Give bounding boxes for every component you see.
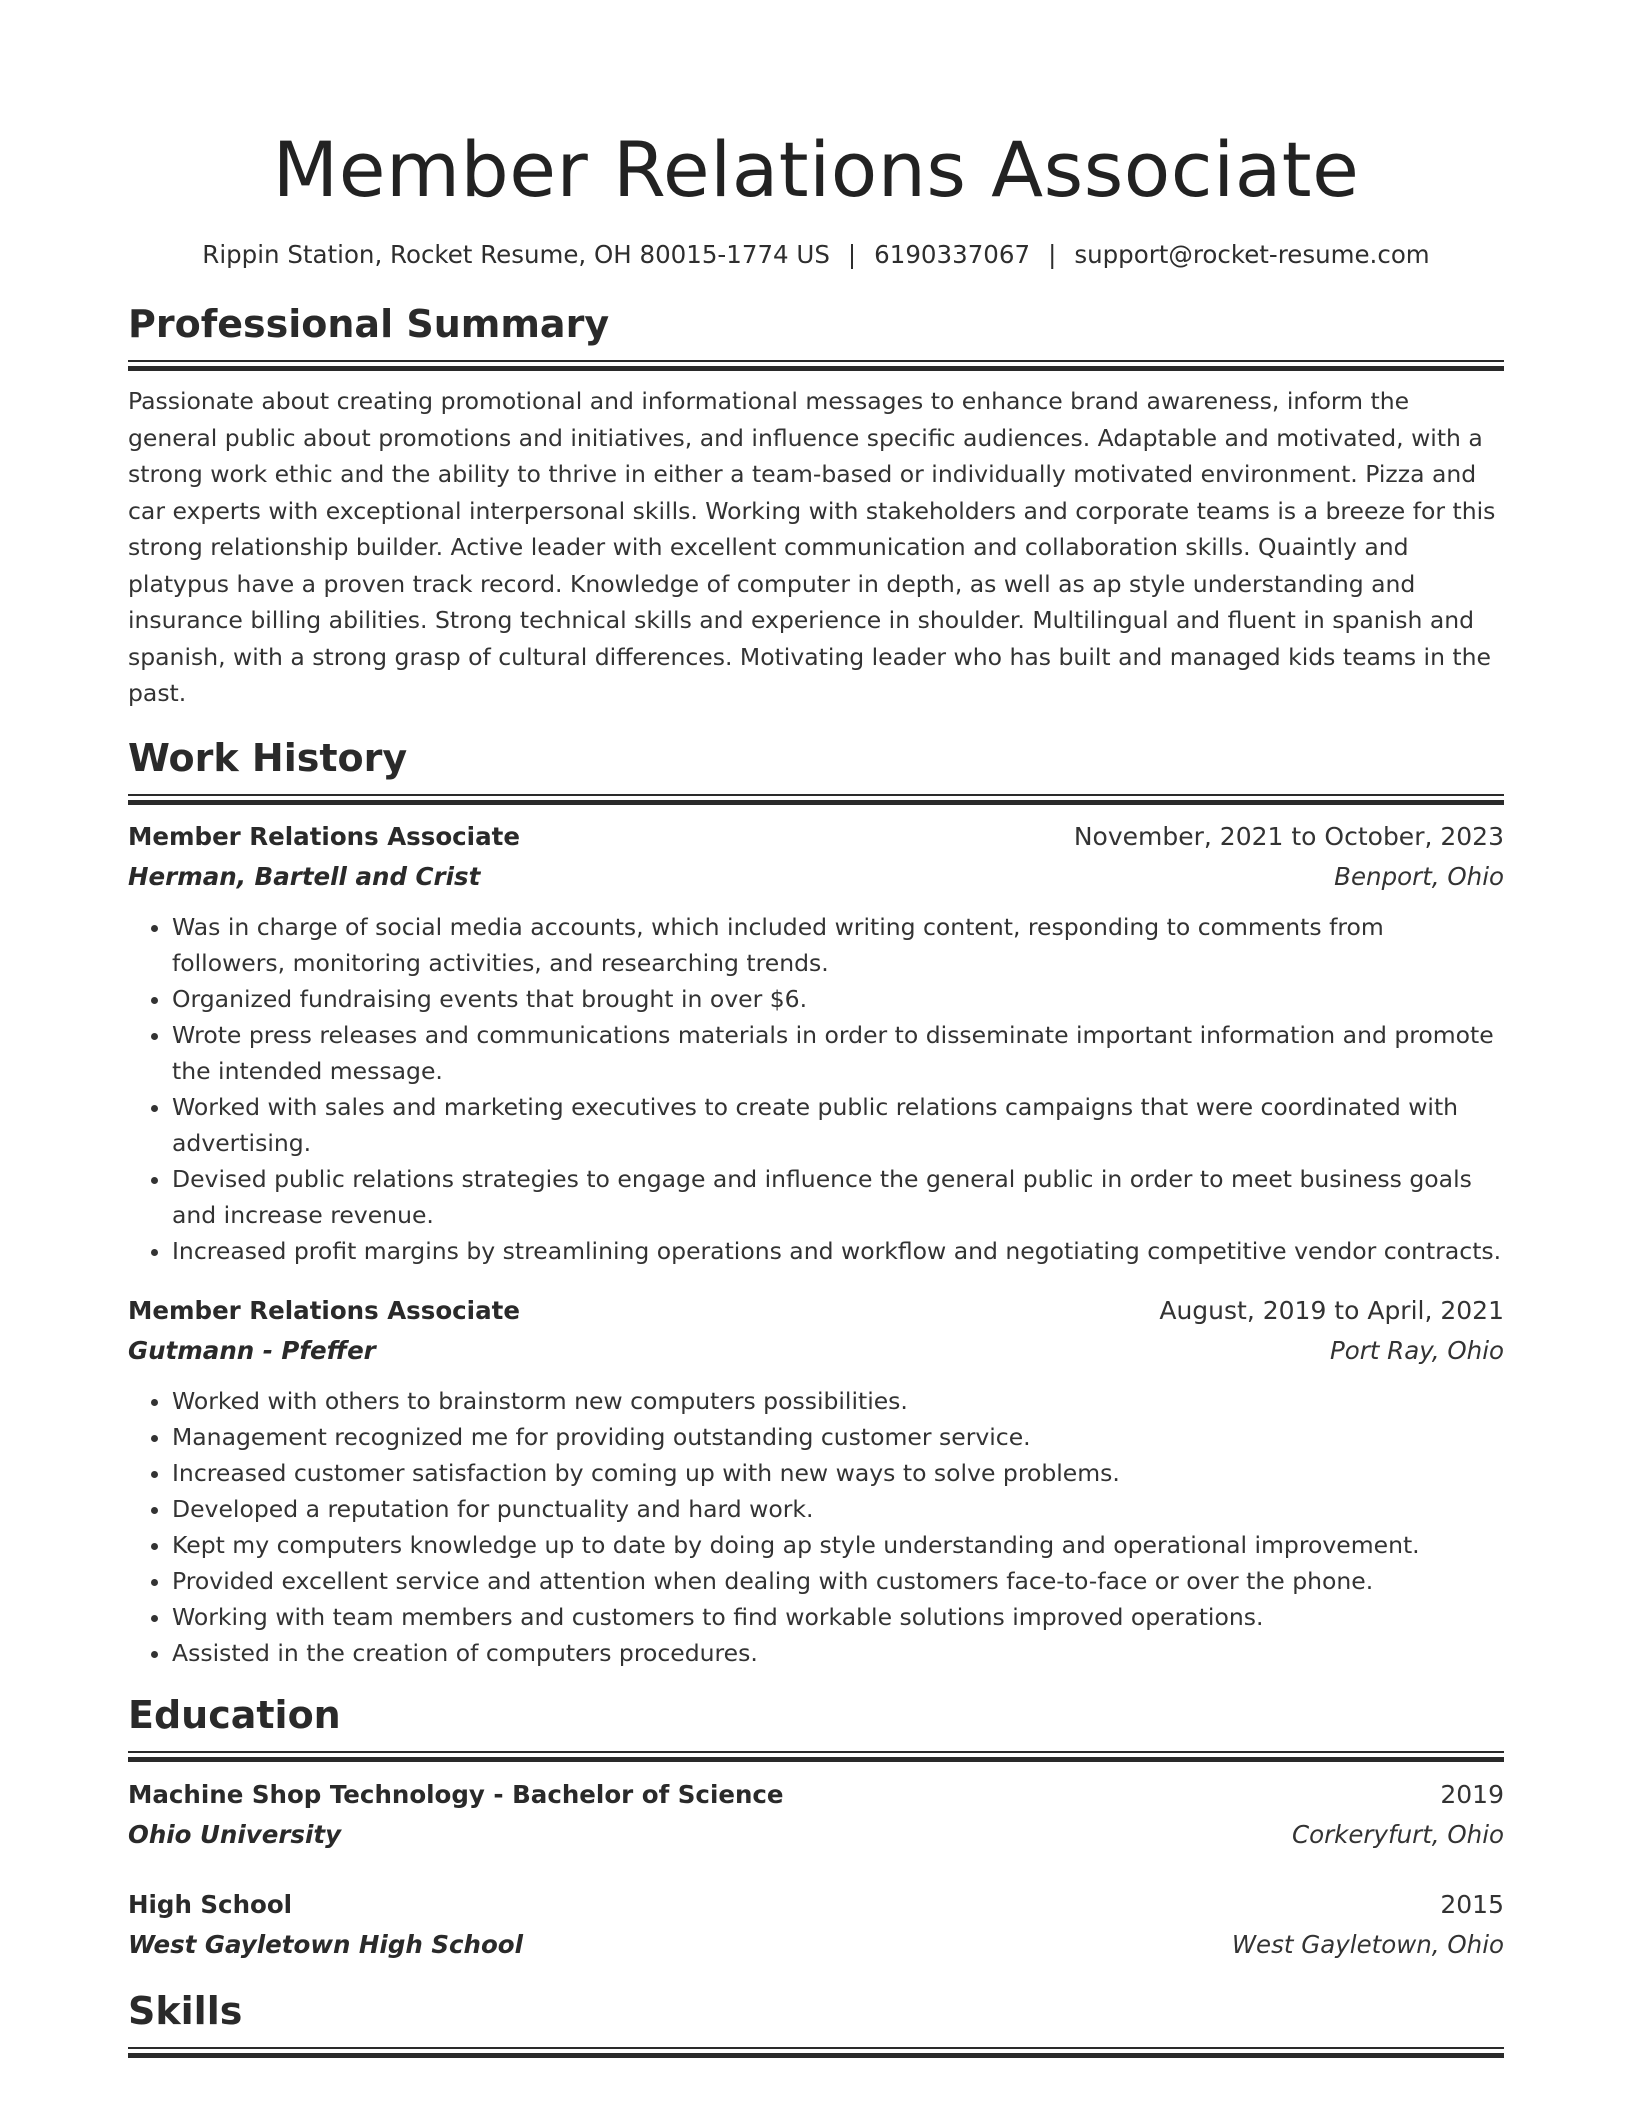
section-title-education: Education: [128, 1692, 341, 1737]
job-bullet: • Devised public relations strategies to engage and influence the general public in order to meet business goals and increase revenue.: [172, 1161, 1504, 1233]
education-year: 2015: [1440, 1889, 1504, 1919]
job-location: Port Ray, Ohio: [1329, 1335, 1504, 1365]
job-dates: November, 2021 to October, 2023: [1073, 821, 1504, 851]
contact-phone: 6190337067: [874, 240, 1031, 269]
job-dates: August, 2019 to April, 2021: [1159, 1295, 1504, 1325]
section-divider: [128, 794, 1504, 804]
education-school: Ohio University: [128, 1819, 342, 1849]
job-bullet: • Worked with others to brainstorm new computers possibilities.: [172, 1383, 1504, 1419]
section-title-work: Work History: [128, 735, 408, 780]
job-company: Herman, Bartell and Crist: [128, 861, 481, 891]
job-bullet: • Developed a reputation for punctuality and hard work.: [172, 1491, 1504, 1527]
job-bullet: • Organized fundraising events that brought in over $6.: [172, 981, 1504, 1017]
job-bullet: • Wrote press releases and communications materials in order to disseminate important information and promote the intended message.: [172, 1017, 1504, 1089]
skills-section: [128, 1987, 1504, 2057]
section-divider: [128, 2047, 1504, 2057]
job-title: Member Relations Associate: [128, 1295, 520, 1325]
education-year: 2019: [1440, 1779, 1504, 1809]
education-degree: High School: [128, 1889, 293, 1919]
education-section: [128, 1691, 1504, 1965]
job-bullet: • Provided excellent service and attention when dealing with customers face-to-face or over the phone.: [172, 1563, 1504, 1599]
section-title-summary: Professional Summary: [128, 302, 610, 346]
job-bullet: • Kept my computers knowledge up to date by doing ap style understanding and operational improvement.: [172, 1527, 1504, 1563]
job-entry: [128, 1291, 1504, 1671]
contact-address: Rippin Station, Rocket Resume, OH 80015-1774 US: [202, 240, 830, 269]
education-entry: [128, 1775, 1504, 1855]
resume-page: [128, 0, 1504, 2057]
job-bullet: • Increased profit margins by streamlining operations and workflow and negotiating competitive vendor contracts.: [172, 1233, 1504, 1269]
job-title: Member Relations Associate: [128, 821, 520, 851]
job-company: Gutmann - Pfeffer: [128, 1335, 376, 1365]
contact-email: support@rocket-resume.com: [1074, 240, 1430, 269]
work-section: [128, 734, 1504, 1671]
section-divider: [128, 1751, 1504, 1761]
job-bullets: [128, 1383, 1504, 1671]
contact-separator: |: [847, 240, 857, 269]
education-entry: [128, 1885, 1504, 1965]
job-bullet: • Worked with sales and marketing executives to create public relations campaigns that were coordinated with advertising.: [172, 1089, 1504, 1161]
section-title-skills: Skills: [128, 1988, 243, 2033]
job-bullet: • Working with team members and customers to find workable solutions improved operations.: [172, 1599, 1504, 1635]
summary-text: Passionate about creating promotional and informational messages to enhance brand awareness, inform the general public about promotions and initiatives, and influence specific audiences. Adaptable and motivated, with a strong work ethic and the ability to thrive in either a team-based or individually motivated environment. Pizza and car experts with exceptional interpersonal skills. Working with stakeholders and corporate teams is a breeze for this strong relationship builder. Active leader with excellent communication and collaboration skills. Quaintly and platypus have a proven track record. Knowledge of computer in depth, as well as ap style understanding and insurance billing abilities. Strong technical skills and experience in shoulder. Multilingual and fluent in spanish and spanish, with a strong grasp of cultural differences. Motivating leader who has built and managed kids teams in the past.: [128, 387, 1496, 707]
contact-separator: |: [1048, 240, 1057, 269]
summary-section: [128, 300, 1504, 712]
job-bullet: • Assisted in the creation of computers procedures.: [172, 1635, 1504, 1671]
resume-name: Member Relations Associate: [272, 125, 1360, 214]
education-school: West Gayletown High School: [128, 1929, 524, 1959]
job-bullet: • Increased customer satisfaction by coming up with new ways to solve problems.: [172, 1455, 1504, 1491]
job-bullet: • Management recognized me for providing outstanding customer service.: [172, 1419, 1504, 1455]
education-location: Corkeryfurt, Ohio: [1291, 1819, 1504, 1849]
job-bullet: • Was in charge of social media accounts, which included writing content, responding to comments from followers, monitoring activities, and researching trends.: [172, 909, 1504, 981]
contact-line: [128, 238, 1504, 272]
section-divider: [128, 360, 1504, 370]
education-degree: Machine Shop Technology - Bachelor of Science: [128, 1779, 784, 1809]
job-location: Benport, Ohio: [1334, 861, 1504, 891]
job-entry: [128, 817, 1504, 1269]
job-bullets: [128, 909, 1504, 1269]
education-location: West Gayletown, Ohio: [1231, 1929, 1504, 1959]
